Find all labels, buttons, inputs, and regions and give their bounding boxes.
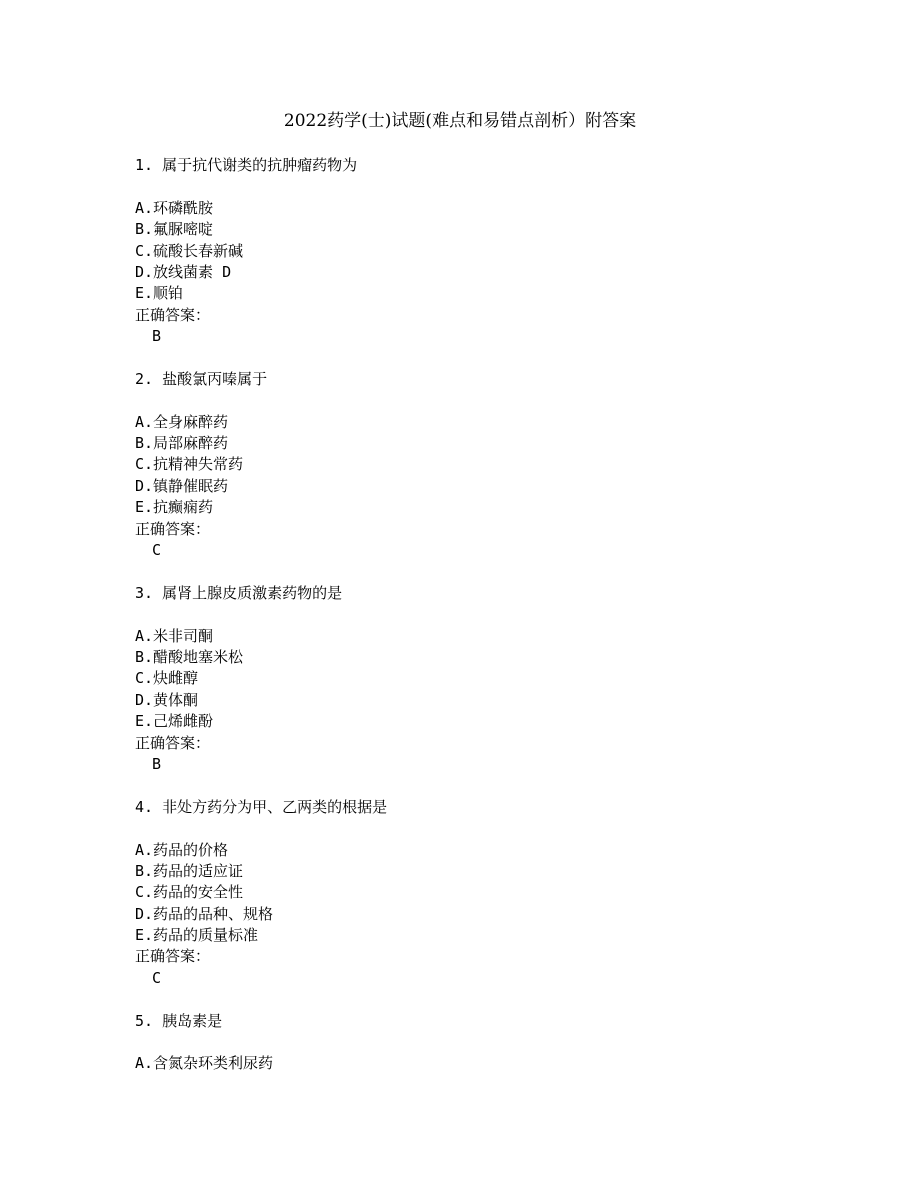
option-b: B.醋酸地塞米松 — [135, 647, 244, 666]
document-title: 2022药学(士)试题(难点和易错点剖析）附答案 — [283, 111, 637, 131]
option-d: D.镇静催眠药 — [135, 476, 229, 495]
option-a: A.药品的价格 — [135, 840, 229, 859]
answer-value: B — [152, 754, 162, 773]
question-stem: 3. 属肾上腺皮质激素药物的是 — [135, 583, 343, 602]
option-e: E.己烯雌酚 — [135, 712, 214, 731]
option-d: D.黄体酮 — [135, 690, 199, 709]
answer-value: C — [152, 541, 162, 560]
option-b: B.局部麻醉药 — [135, 434, 229, 453]
question-stem: 1. 属于抗代谢类的抗肿瘤药物为 — [135, 156, 358, 174]
question-list — [135, 155, 835, 1075]
answer-value: B — [152, 327, 162, 346]
option-e: E.抗癫痫药 — [135, 498, 214, 517]
option-b: B.药品的适应证 — [135, 861, 244, 880]
option-a: A.环磷酰胺 — [135, 198, 214, 217]
option-d: D.放线菌素 D — [135, 262, 232, 281]
option-c: C.抗精神失常药 — [135, 455, 244, 474]
option-d: D.药品的品种、规格 — [135, 904, 274, 923]
answer-label: 正确答案： — [135, 733, 211, 752]
answer-label: 正确答案： — [135, 947, 211, 966]
option-a: A.米非司酮 — [135, 626, 214, 645]
question-stem: 5. 胰岛素是 — [135, 1011, 223, 1030]
answer-label: 正确答案： — [135, 305, 211, 324]
option-c: C.硫酸长春新碱 — [135, 241, 244, 260]
answer-value: C — [152, 968, 162, 987]
answer-label: 正确答案： — [135, 519, 211, 538]
question-stem: 4. 非处方药分为甲、乙两类的根据是 — [135, 797, 388, 816]
option-c: C.炔雌醇 — [135, 669, 199, 688]
option-e: E.顺铂 — [135, 284, 184, 303]
question-stem: 2. 盐酸氯丙嗪属于 — [135, 369, 268, 388]
option-b: B.氟脲嘧啶 — [135, 220, 214, 239]
option-c: C.药品的安全性 — [135, 883, 244, 902]
option-a: A.全身麻醉药 — [135, 412, 229, 431]
option-e: E.药品的质量标准 — [135, 926, 259, 945]
option-a: A.含氮杂环类利尿药 — [135, 1054, 274, 1073]
